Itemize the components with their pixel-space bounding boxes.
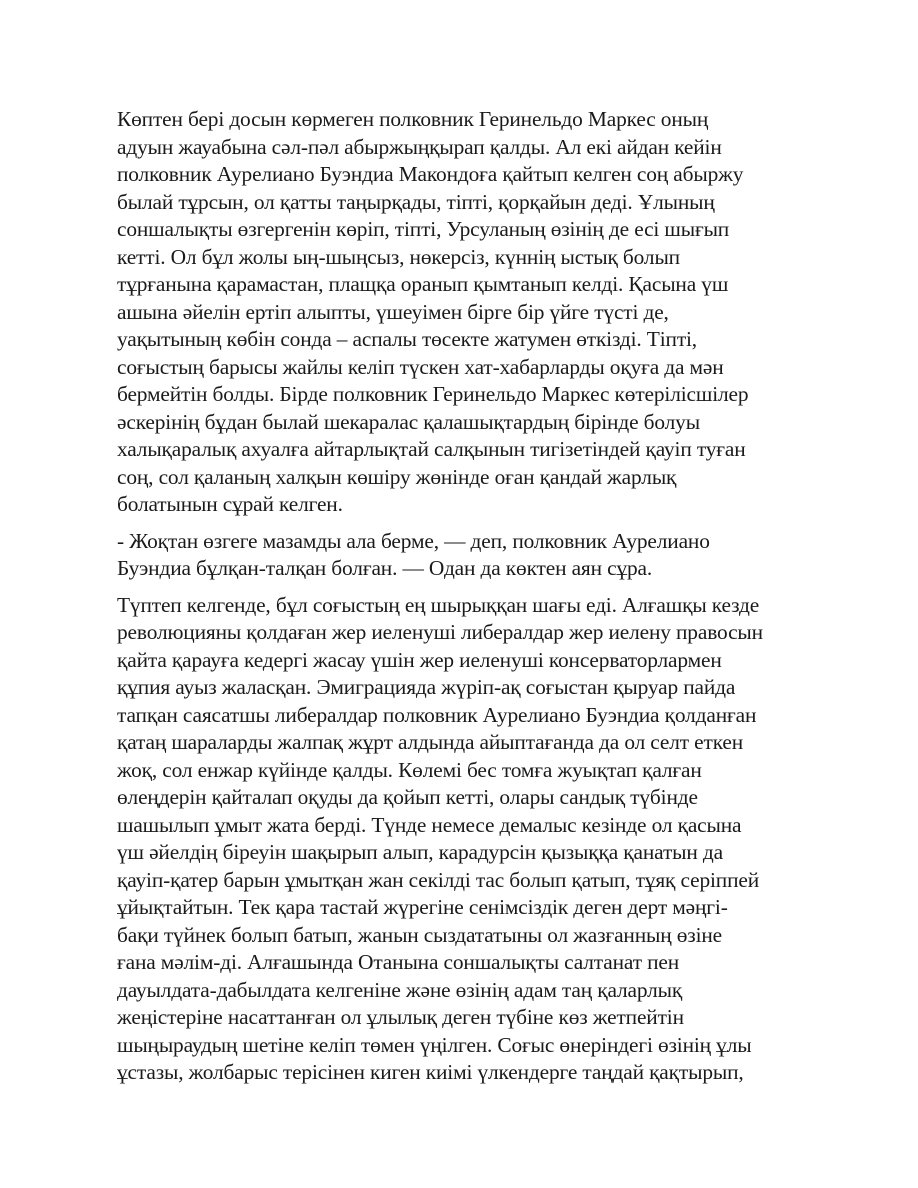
text-line: болатынын сұрай келген. (117, 492, 343, 516)
text-line: ұстазы, жолбарыс терісінен киген киімі үлкендерге таңдай қақтырып, (117, 1060, 744, 1084)
text-line: тапқан саясатшы либералдар полковник Аурелиано Буэндиа қолданған (117, 702, 757, 727)
text-line: Буэндиа бұлқан-талқан болған. — Одан да көктен аян сұра. (117, 556, 653, 580)
text-line: қауіп-қатер барын ұмытқан жан секілді тас болып қатып, тұяқ серіппей (117, 867, 760, 892)
text-line: адуын жауабына сәл-пәл абыржыңқырап қалды. Ал екі айдан кейін (117, 134, 722, 159)
text-line: дауылдата-дабылдата келгеніне және өзінің адам таң қаларлық (117, 977, 683, 1002)
text-line: соншалықты өзгергенін көріп, тіпті, Урсуланың өзінің де есі шығып (117, 217, 730, 241)
text-line: соғыстың барысы жайлы келіп түскен хат-хабарларды оқуға да мән (117, 354, 724, 379)
text-line: шыңыраудың шетіне келіп төмен үңілген. Соғыс өнеріндегі өзінің ұлы (117, 1032, 752, 1057)
text-line: шашылып ұмыт жата берді. Түнде немесе демалыс кезінде ол қасына (117, 812, 742, 837)
text-line: бақи түйнек болып батып, жанын сыздататыны ол жазғанның өзіне (117, 922, 723, 947)
text-line: үш әйелдің біреуін шақырып алып, карадурсін қызыққа қанатын да (117, 840, 723, 864)
text-line: ғана мәлім-ді. Алғашында Отанына соншалықты салтанат пен (117, 950, 680, 974)
text-line: ашына әйелін ертіп алыпты, үшеуімен бірге бір үйге түсті де, (117, 299, 669, 324)
text-line: Түптеп келгенде, бұл соғыстың ең шырыққан шағы еді. Алғашқы кезде (117, 592, 760, 617)
text-line: Көптен бері досын көрмеген полковник Геринельдо Маркес оның (117, 107, 709, 131)
text-line: кетті. Ол бұл жолы ың-шыңсыз, нөкерсіз, күннің ыстық болып (117, 244, 680, 269)
text-line: бермейтін болды. Бірде полковник Геринельдо Маркес көтерілісшілер (117, 382, 749, 406)
paragraph-2 (117, 528, 817, 583)
text-line: қайта қарауға кедергі жасау үшін жер иеленуші консерваторлармен (117, 647, 722, 672)
text-line: құпия ауыз жаласқан. Эмиграцияда жүріп-ақ соғыстан қыруар пайда (117, 675, 736, 699)
body-text (117, 106, 817, 1096)
text-line: қатаң шараларды жалпақ жұрт алдында айыптағанда да ол селт еткен (117, 730, 744, 754)
text-line: жеңістеріне насаттанған ол ұлылық деген түбіне көз жетпейтін (117, 1005, 684, 1029)
text-line: уақытының көбін сонда – аспалы төсекте жатумен өткізді. Тіпті, (117, 327, 698, 351)
text-line: ұйықтайтын. Тек қара тастай жүрегіне сенімсіздік деген дерт мәңгі- (117, 895, 728, 919)
text-line: өлеңдерін қайталап оқуды да қойып кетті, олары сандық түбінде (117, 785, 698, 809)
paragraph-1 (117, 106, 817, 519)
paragraph-3 (117, 592, 817, 1087)
text-line: полковник Аурелиано Буэндиа Макондоға қайтып келген соң абыржу (117, 162, 744, 186)
text-line: халықаралық ахуалға айтарлықтай салқынын тигізетіндей қауіп туған (117, 437, 746, 461)
text-line: былай тұрсын, ол қатты таңырқады, тіпті, қорқайын деді. Ұлының (117, 189, 715, 214)
text-line: тұрғанына қарамастан, плащқа оранып қымтанып келді. Қасына үш (117, 272, 729, 296)
text-line: әскерінің бұдан былай шекаралас қалашықтардың бірінде болуы (117, 409, 700, 434)
text-line: соң, сол қаланың халқын көшіру жөнінде оған қандай жарлық (117, 464, 677, 489)
text-line: жоқ, сол енжар күйінде қалды. Көлемі бес томға жуықтап қалған (117, 757, 702, 782)
text-line: революцияны қолдаған жер иеленуші либералдар жер иелену правосын (117, 620, 763, 644)
text-line: - Жоқтан өзгеге мазамды ала берме, — деп, полковник Аурелиано (117, 528, 710, 553)
